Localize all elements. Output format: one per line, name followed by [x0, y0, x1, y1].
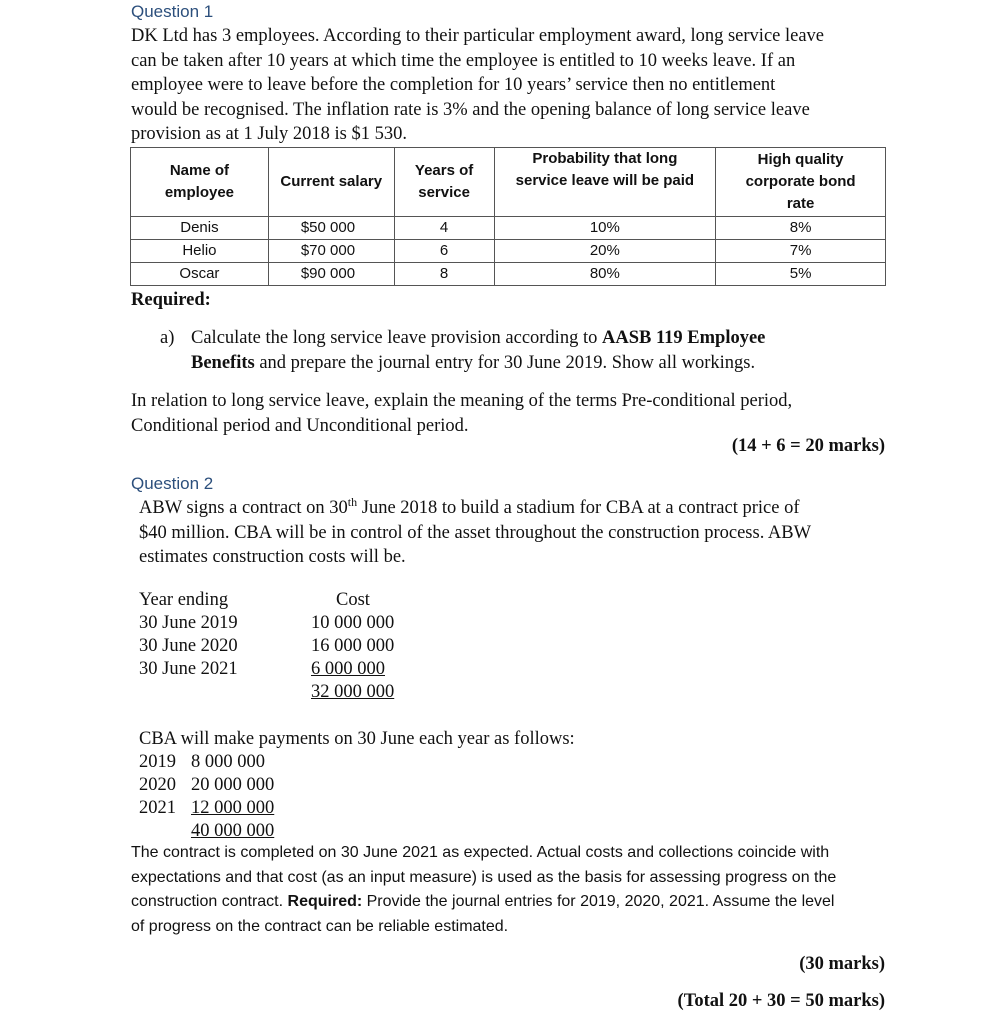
cost-year: 30 June 2019 [139, 613, 238, 633]
explain-paragraph [131, 389, 891, 438]
cell-name: Denis [131, 217, 269, 240]
cost-amount: 10 000 000 [311, 613, 395, 633]
cell-probability: 10% [494, 217, 716, 240]
year-ending-header: Year ending [139, 590, 229, 610]
question-1-heading: Question 1 [131, 2, 214, 21]
cost-amount: 6 000 000 [311, 659, 385, 679]
cell-bond-rate: 7% [716, 240, 886, 263]
header-probability: Probability that long service leave will be paid [494, 148, 716, 217]
cell-years: 6 [394, 240, 494, 263]
total-marks: (Total 20 + 30 = 50 marks) [677, 991, 885, 1011]
explain-line: In relation to long service leave, explain the meaning of the terms Pre-conditional period, [131, 391, 793, 411]
cell-years: 4 [394, 217, 494, 240]
cell-name: Oscar [131, 263, 269, 286]
cost-year: 30 June 2021 [139, 659, 238, 679]
question-2-intro: ABW signs a contract on 30th June 2018 to build a stadium for CBA at a contract price of $40 million. CBA will be in control of the asset throughout the construction process. ABW estimates construction costs will be. [139, 494, 812, 567]
intro-line: employee were to leave before the completion for 10 years’ service then no entitlement [131, 75, 776, 95]
payment-row: 2021 12 000 000 [139, 798, 275, 818]
question-1-marks: (14 + 6 = 20 marks) [731, 436, 885, 456]
cell-bond-rate: 8% [716, 217, 886, 240]
cost-amount-column [311, 589, 421, 704]
cell-salary: $70 000 [268, 240, 394, 263]
part-a-text: Calculate the long service leave provision according to AASB 119 Employee Benefits and prepare the journal entry for 30 June 2019. Show all workings. [191, 328, 766, 373]
intro-line: provision as at 1 July 2018 is $1 530. [131, 124, 407, 144]
payments-intro: CBA will make payments on 30 June each year as follows: [139, 729, 575, 749]
lsl-employee-table [130, 147, 886, 286]
intro-line: DK Ltd has 3 employees. According to their particular employment award, long service leave [131, 26, 825, 46]
table-row [131, 217, 886, 240]
required-label: Required: [131, 290, 211, 310]
cell-name: Helio [131, 240, 269, 263]
payment-row: 2019 8 000 000 [139, 752, 265, 772]
cell-years: 8 [394, 263, 494, 286]
payment-total: 40 000 000 [191, 821, 275, 841]
intro-line: can be taken after 10 years at which time the employee is entitled to 10 weeks leave. If an [131, 50, 796, 71]
cost-years-column [139, 589, 279, 681]
cell-probability: 20% [494, 240, 716, 263]
completion-paragraph: The contract is completed on 30 June 2021 as expected. Actual costs and collections coincide with expectations and that cost (as an input measure) is used as the basis for assessing progress on the construction contract. Required: Provide the journal entries for 2019, 2020, 2021. Assume the level of progress on the contract can be reliable estimated. [131, 844, 837, 935]
question-2-heading: Question 2 [131, 474, 214, 493]
question-1-intro [131, 24, 891, 147]
table-row [131, 240, 886, 263]
payments-block [139, 728, 839, 843]
cell-probability: 80% [494, 263, 716, 286]
cost-header: Cost [336, 590, 370, 610]
table-header-row [131, 148, 886, 217]
question-2-marks: (30 marks) [799, 954, 885, 974]
cell-salary: $50 000 [268, 217, 394, 240]
header-bond-rate: High quality corporate bond rate [716, 148, 886, 217]
cost-amount: 16 000 000 [311, 636, 395, 656]
cost-total: 32 000 000 [311, 682, 395, 702]
payment-row: 2020 20 000 000 [139, 775, 275, 795]
header-years: Years of service [394, 148, 494, 217]
cell-bond-rate: 5% [716, 263, 886, 286]
intro-line: would be recognised. The inflation rate is 3% and the opening balance of long service leave [131, 99, 810, 120]
table-row [131, 263, 886, 286]
cell-salary: $90 000 [268, 263, 394, 286]
header-name: Name of employee [131, 148, 269, 217]
header-salary: Current salary [268, 148, 394, 217]
cost-year: 30 June 2020 [139, 636, 238, 656]
explain-line: Conditional period and Unconditional period. [131, 415, 469, 436]
part-a-label: a) [160, 328, 175, 348]
